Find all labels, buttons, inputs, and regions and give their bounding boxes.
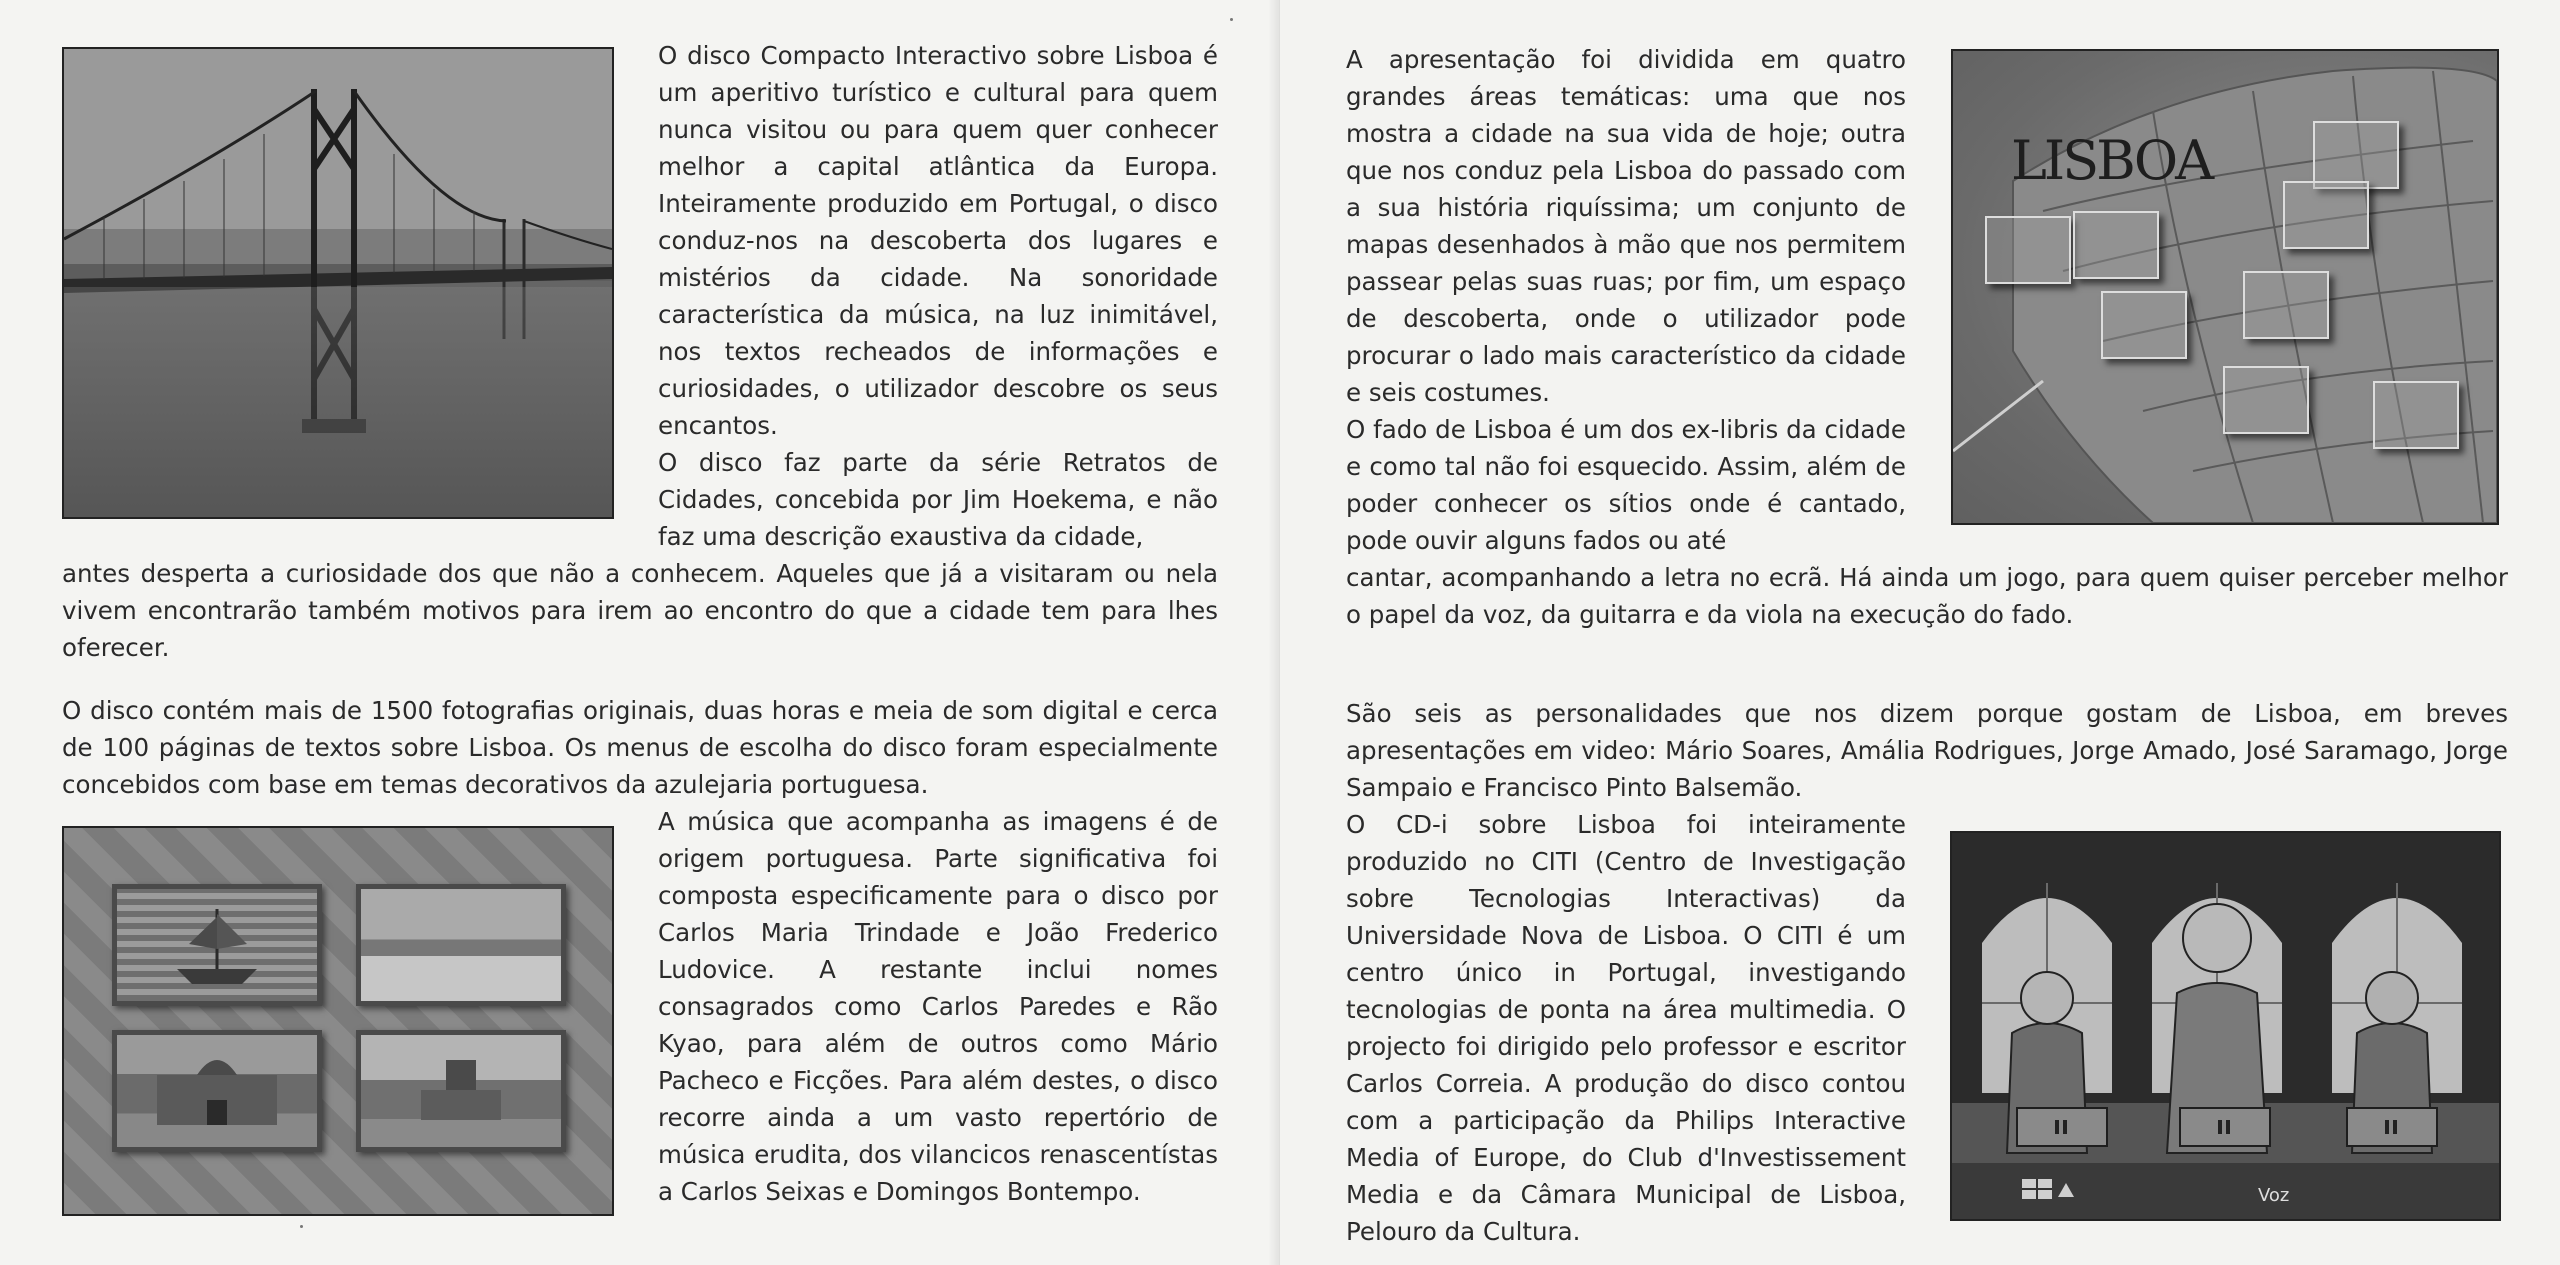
tile-coast [356, 884, 566, 1006]
tile-palace [112, 1030, 322, 1152]
map-area-box [2243, 271, 2329, 339]
voz-label: Voz [2258, 1185, 2290, 1206]
map-area-box [2313, 121, 2399, 189]
paper-speck [1230, 18, 1233, 21]
bridge-photo [62, 47, 614, 519]
intro-paragraph: O disco Compacto Interactivo sobre Lisboa é um aperitivo turístico e cultural para quem nunca visitou ou para quem quer conhecer melhor a capital atlântica da Europa. Inteiramente produzido em Portugal, o disco conduz-nos na descoberta dos lugares e mistérios da cidade. Na sonoridade característica da música, na luz inimitável, nos textos recheados de informações e curiosidades, o utilizador descobre os seus encantos. [658, 41, 1218, 440]
production-paragraph: O CD-i sobre Lisboa foi inteiramente produzido no CITI (Centro de Investigação sobre Tecnologias Interactivas) da Universidade Nova de Lisboa. O CITI é um centro único in Portugal, investigando tecnologias de ponta na área multimedia. O projecto foi dirigido pelo professor e escritor Carlos Correia. A produção do disco contou com a participação da Philips Interactive Media of Europe, do Club d'Investissement Media e da Câmara Municipal de Lisboa, Pelouro da Cultura. [1346, 810, 1906, 1246]
fado-paragraph-part2: cantar, acompanhando a letra no ecrã. Há ainda um jogo, para quem quiser perceber melhor o papel da voz, da guitarra e da viola na execução do fado. [1346, 563, 2508, 629]
map-area-box [2101, 291, 2187, 359]
areas-paragraph: A apresentação foi dividida em quatro grandes áreas temáticas: uma que nos mostra a cidade na sua vida de hoje; outra que nos conduz pela Lisboa do passado com a sua história riquíssima; um conjunto de mapas desenhados à mão que nos permitem passear pelas suas ruas; por fim, um espaço de descoberta, onde o utilizador pode procurar o lado mais característico da cidade e seis costumes. [1346, 45, 1906, 407]
personalities-paragraph: São seis as personalidades que nos dizem porque gostam de Lisboa, em breves apresentações em video: Mário Soares, Amália Rodrigues, Jorge Amado, José Saramago, Jorge Sampaio e Francisco Pinto Balsemão. [1346, 699, 2508, 802]
tile-castle [356, 1030, 566, 1152]
series-paragraph-part2: antes desperta a curiosidade dos que não a conhecem. Aqueles que já a visitaram ou nela vivem encontrarão também motivos para irem ao encontro do que a cidade tem para lhes oferecer. [62, 559, 1218, 662]
fado-illustration [1952, 833, 2499, 1219]
map-area-box [1985, 216, 2071, 284]
tile-ship [112, 884, 322, 1006]
map-area-box [2223, 366, 2309, 434]
map-area-box [2373, 381, 2459, 449]
contents-paragraph: O disco contém mais de 1500 fotografias originais, duas horas e meia de som digital e cerca de 100 páginas de textos sobre Lisboa. Os menus de escolha do disco foram especialmente concebidos com base em temas decorativos da azulejaria portuguesa. [62, 696, 1218, 799]
fado-paragraph-part1: O fado de Lisboa é um dos ex-libris da cidade e como tal não foi esquecido. Assim, além de poder conhecer os sítios onde é cantado, pode ouvir alguns fados ou até [1346, 415, 1906, 555]
series-paragraph-part1: O disco faz parte da série Retratos de Cidades, concebida por Jim Hoekema, e não faz uma descrição exaustiva da cidade, [658, 448, 1218, 551]
lisboa-map-image [1951, 49, 2499, 525]
map-area-box [2283, 181, 2369, 249]
azulejo-menu-photo [62, 826, 614, 1216]
fado-screen-image [1950, 831, 2501, 1221]
map-streets [1953, 51, 2497, 523]
bridge-illustration [64, 49, 612, 517]
map-area-box [2073, 211, 2159, 279]
music-paragraph: A música que acompanha as imagens é de origem portuguesa. Parte significativa foi composta especificamente para o disco por Carlos Maria Trindade e João Frederico Ludovice. A restante inclui nomes consagrados como Carlos Paredes e Rão Kyao, para além de outros como Mário Pacheco e Ficções. Para além destes, o disco recorre ainda a um vasto repertório de música erudita, dos vilancicos renascentístas a Carlos Seixas e Domingos Bontempo. [658, 807, 1218, 1206]
map-title: LISBOA [2011, 129, 2212, 192]
paper-speck [300, 1225, 303, 1228]
